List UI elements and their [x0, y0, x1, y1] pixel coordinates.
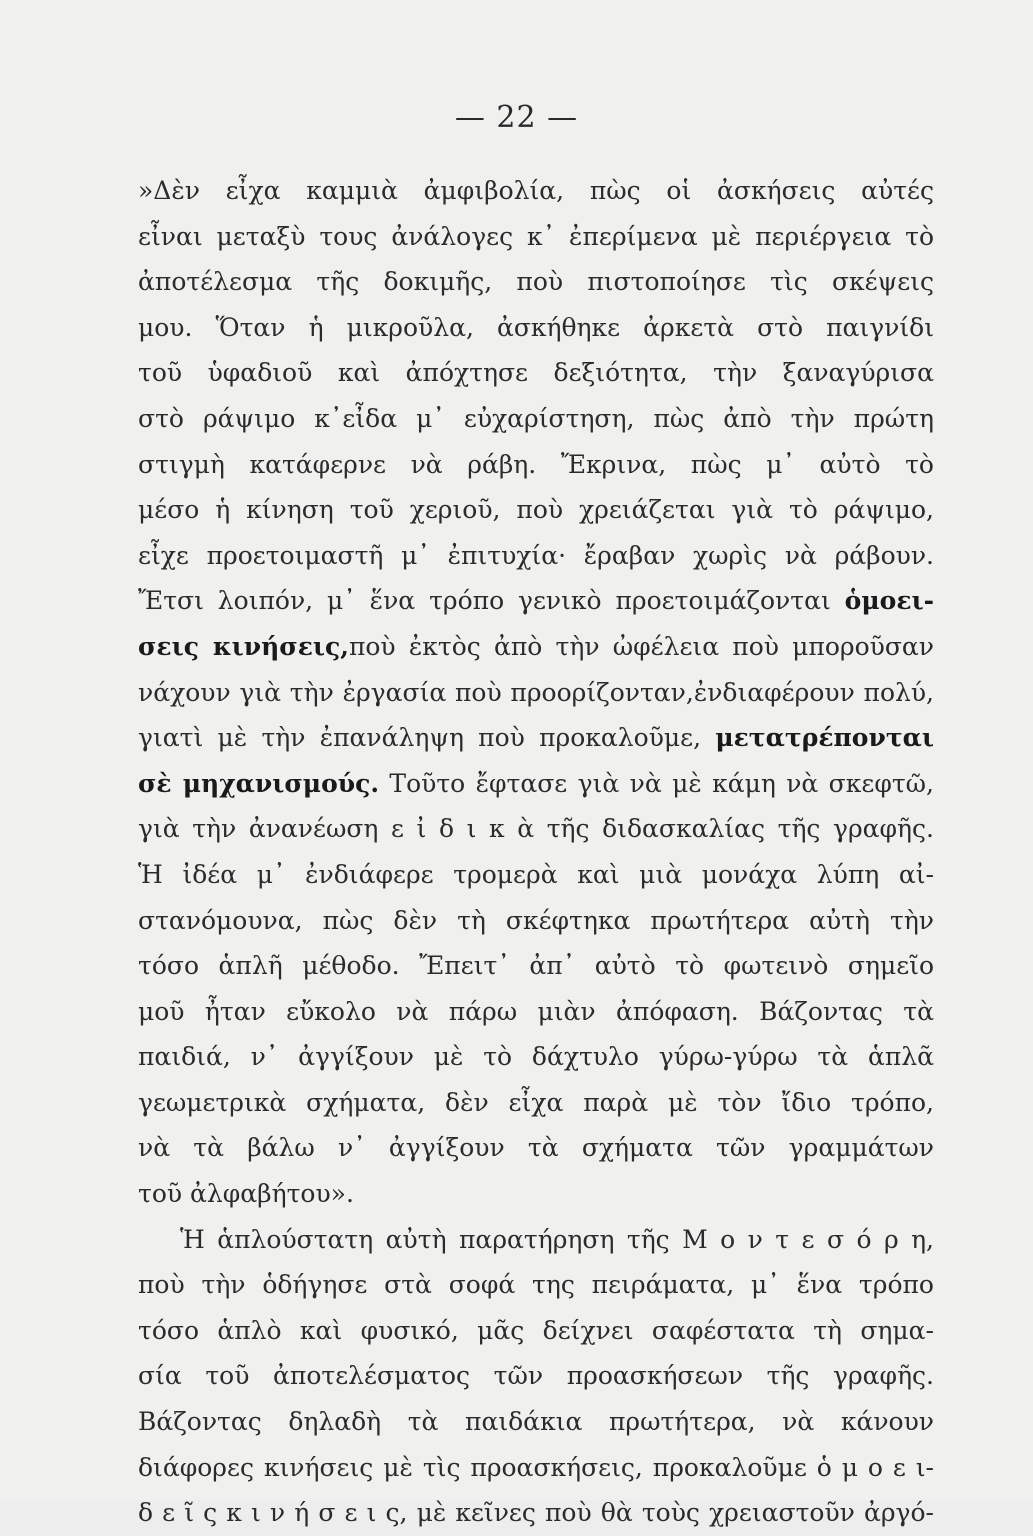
text-run: τόσο ἁπλῆ μέθοδο. Ἔπειτ᾽ ἀπ᾽ αὐτὸ τὸ φωτεινὸ σημεῖο	[138, 951, 934, 981]
text-run: Ἡ ἁπλούστατη αὐτὴ παρατήρηση τῆς Μ ο ν τ ε σ ό ρ η,	[180, 1224, 934, 1254]
text-line	[138, 1217, 934, 1263]
text-line	[138, 1399, 934, 1445]
text-line	[138, 1034, 934, 1080]
text-run: Βάζοντας δηλαδὴ τὰ παιδάκια πρωτήτερα, νὰ κάνουν	[138, 1407, 934, 1437]
text-line	[138, 624, 934, 670]
text-line	[138, 898, 934, 944]
text-line	[138, 259, 934, 305]
text-line	[138, 1445, 934, 1491]
text-line	[138, 1353, 934, 1399]
text-line	[138, 761, 934, 807]
text-run: τοῦ ὑφαδιοῦ καὶ ἀπόχτησε δεξιότητα, τὴν ξαναγύρισα	[138, 358, 934, 388]
emphasis-text: μετατρέπονται	[715, 723, 934, 753]
text-line	[138, 487, 934, 533]
text-run: γεωμετρικὰ σχήματα, δὲν εἶχα παρὰ μὲ τὸν ἴδιο τρόπο,	[138, 1087, 934, 1117]
text-run: στανόμουνα, πὼς δὲν τὴ σκέφτηκα πρωτήτερα αὐτὴ τὴν	[138, 905, 934, 935]
text-run: Ἔτσι λοιπόν, μ᾽ ἕνα τρόπο γενικὸ προετοιμάζονται	[138, 586, 845, 616]
text-line	[138, 533, 934, 579]
text-run: νάχουν γιὰ τὴν ἐργασία ποὺ προορίζονταν,ἐνδιαφέρουν πολύ,	[138, 677, 934, 707]
text-line	[138, 1080, 934, 1126]
text-line	[138, 1490, 934, 1536]
text-run: γιατὶ μὲ τὴν ἐπανάληψη ποὺ προκαλοῦμε,	[138, 723, 716, 753]
text-run: νὰ τὰ βάλω ν᾽ ἀγγίξουν τὰ σχήματα τῶν γραμμάτων	[138, 1133, 934, 1163]
text-line	[138, 1125, 934, 1171]
text-line	[138, 396, 934, 442]
text-run: μέσο ἡ κίνηση τοῦ χεριοῦ, ποὺ χρειάζεται γιὰ τὸ ράψιμο,	[138, 495, 934, 525]
body-text	[138, 168, 934, 1536]
text-line	[138, 715, 934, 761]
text-line	[138, 442, 934, 488]
emphasis-text: σὲ μηχανισμούς.	[138, 768, 380, 798]
text-line	[138, 943, 934, 989]
text-line	[138, 214, 934, 260]
text-run: στιγμὴ κατάφερνε νὰ ράβη. Ἔκρινα, πὼς μ᾽ αὐτὸ τὸ	[138, 449, 934, 479]
text-line	[138, 806, 934, 852]
text-run: σία τοῦ ἀποτελέσματος τῶν προασκήσεων τῆς γραφῆς.	[138, 1361, 934, 1391]
text-run: μου. Ὅταν ἡ μικροῦλα, ἀσκήθηκε ἀρκετὰ στὸ παιγνίδι	[138, 312, 934, 342]
text-run: Τοῦτο ἔφτασε γιὰ νὰ μὲ κάμη νὰ σκεφτῶ,	[379, 768, 934, 798]
text-line	[138, 1262, 934, 1308]
text-line	[138, 305, 934, 351]
text-run: ἀποτέλεσμα τῆς δοκιμῆς, ποὺ πιστοποίησε τὶς σκέψεις	[138, 267, 934, 297]
text-run: εἶναι μεταξὺ τους ἀνάλογες κ᾽ ἐπερίμενα μὲ περιέργεια τὸ	[138, 221, 934, 251]
text-run: εἶχε προετοιμαστῆ μ᾽ ἐπιτυχία· ἔραβαν χωρὶς νὰ ράβουν.	[138, 540, 934, 570]
text-run: παιδιά, ν᾽ ἀγγίξουν μὲ τὸ δάχτυλο γύρω-γύρω τὰ ἁπλᾶ	[138, 1042, 934, 1072]
text-line	[138, 350, 934, 396]
text-run: τόσο ἁπλὸ καὶ φυσικό, μᾶς δείχνει σαφέστατα τὴ σημα-	[138, 1315, 934, 1345]
text-line	[138, 1308, 934, 1354]
text-run: »Δὲν εἶχα καμμιὰ ἀμφιβολία, πὼς οἱ ἀσκήσεις αὐτές	[138, 176, 934, 205]
text-run: ποὺ ἐκτὸς ἀπὸ τὴν ὠφέλεια ποὺ μποροῦσαν	[348, 631, 934, 661]
text-run: διάφορες κινήσεις μὲ τὶς προασκήσεις, προκαλοῦμε ὁ μ ο ε ι-	[138, 1452, 934, 1482]
text-run: μοῦ ἦταν εὔκολο νὰ πάρω μιὰν ἀπόφαση. Βάζοντας τὰ	[138, 996, 934, 1026]
text-line	[138, 852, 934, 898]
text-run: γιὰ τὴν ἀνανέωση ε ἰ δ ι κ ὰ τῆς διδασκαλίας τῆς γραφῆς.	[138, 814, 934, 844]
text-run: ποὺ τὴν ὁδήγησε στὰ σοφά της πειράματα, μ᾽ ἕνα τρόπο	[138, 1270, 934, 1300]
text-line	[138, 578, 934, 624]
page-number: — 22 —	[454, 100, 579, 135]
text-run: δ ε ῖ ς κ ι ν ή σ ε ι ς, μὲ κεῖνες ποὺ θὰ τοὺς χρειαστοῦν ἀργό-	[138, 1498, 934, 1528]
emphasis-text: ὁμοει-	[844, 586, 934, 616]
text-run: τοῦ ἀλφαβήτου».	[138, 1179, 354, 1209]
text-line	[138, 168, 934, 214]
text-line	[138, 1171, 934, 1217]
text-run: Ἡ ἰδέα μ᾽ ἐνδιάφερε τρομερὰ καὶ μιὰ μονάχα λύπη αἰ-	[138, 859, 934, 889]
text-run: στὸ ράψιμο κ᾽εἶδα μ᾽ εὐχαρίστηση, πὼς ἀπὸ τὴν πρώτη	[138, 403, 934, 433]
text-line	[138, 989, 934, 1035]
text-line	[138, 670, 934, 716]
emphasis-text: σεις κινήσεις,	[138, 631, 349, 661]
